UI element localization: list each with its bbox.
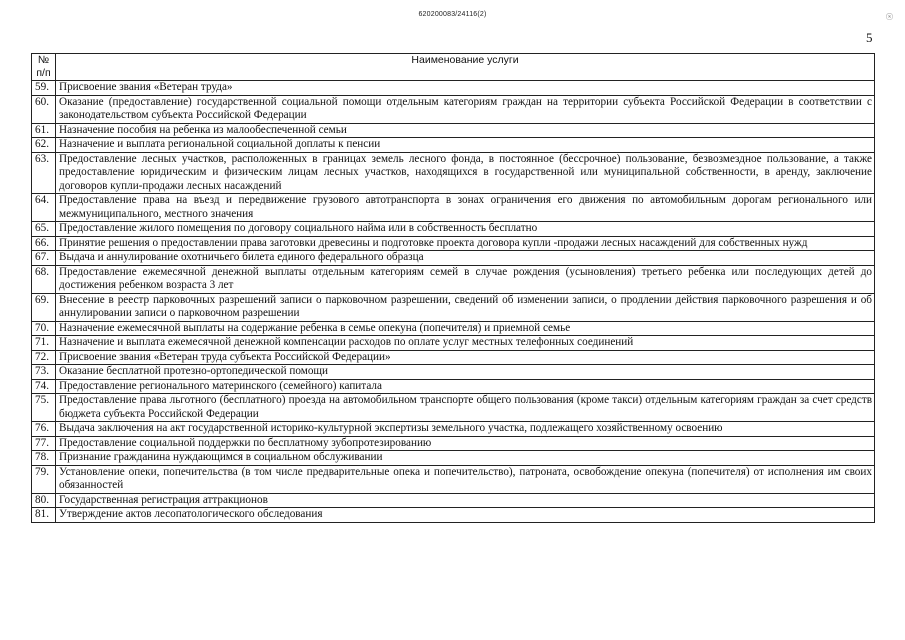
row-number: 81. — [32, 508, 56, 523]
table-row — [32, 365, 875, 380]
service-name: Оказание (предоставление) государственной социальной помощи отдельным категориям граждан на территории субъекта Российской Федерации в соответствии с законодательством субъекта Российской Федерации — [56, 95, 875, 123]
service-name: Назначение и выплата ежемесячной денежной компенсации расходов по оплате услуг местных телефонных соединений — [56, 336, 875, 351]
number-header-line2: п/п — [36, 67, 51, 79]
service-name: Предоставление социальной поддержки по бесплатному зубопротезированию — [56, 436, 875, 451]
table-row — [32, 293, 875, 321]
row-number: 76. — [32, 422, 56, 437]
table-row — [32, 236, 875, 251]
scan-mark-icon: ⓢ — [886, 14, 893, 21]
service-name: Признание гражданина нуждающимся в социальном обслуживании — [56, 451, 875, 466]
row-number: 74. — [32, 379, 56, 394]
row-number: 65. — [32, 222, 56, 237]
table-row — [32, 465, 875, 493]
service-name: Предоставление регионального материнского (семейного) капитала — [56, 379, 875, 394]
table-row — [32, 394, 875, 422]
row-number: 71. — [32, 336, 56, 351]
service-name: Предоставление жилого помещения по договору социального найма или в собственность бесплатно — [56, 222, 875, 237]
service-name: Принятие решения о предоставлении права заготовки древесины и подготовке проекта договора купли -продажи лесных насаждений для собственных нужд — [56, 236, 875, 251]
row-number: 59. — [32, 81, 56, 96]
service-name: Выдача заключения на акт государственной историко-культурной экспертизы земельного участка, подлежащего хозяйственному освоению — [56, 422, 875, 437]
table-row — [32, 493, 875, 508]
service-name: Выдача и аннулирование охотничьего билета единого федерального образца — [56, 251, 875, 266]
row-number: 67. — [32, 251, 56, 266]
table-row — [32, 251, 875, 266]
service-name: Назначение пособия на ребенка из малообеспеченной семьи — [56, 123, 875, 138]
table-row — [32, 95, 875, 123]
service-name: Утверждение актов лесопатологического обследования — [56, 508, 875, 523]
table-row — [32, 138, 875, 153]
service-name: Государственная регистрация аттракционов — [56, 493, 875, 508]
row-number: 70. — [32, 321, 56, 336]
table-row — [32, 422, 875, 437]
row-number: 66. — [32, 236, 56, 251]
services-table — [31, 53, 875, 523]
service-column-header: Наименование услуги — [56, 54, 875, 81]
table-row — [32, 336, 875, 351]
table-row — [32, 222, 875, 237]
service-name: Установление опеки, попечительства (в том числе предварительные опека и попечительство), патроната, освобождение опекуна (попечителя) от исполнения им своих обязанностей — [56, 465, 875, 493]
service-name: Предоставление ежемесячной денежной выплаты отдельным категориям семей в случае рождения (усыновления) третьего ребенка или последующих детей до достижения ребенком возраста 3 лет — [56, 265, 875, 293]
table-row — [32, 451, 875, 466]
header-row — [32, 54, 875, 81]
row-number: 62. — [32, 138, 56, 153]
number-column-header — [32, 54, 56, 81]
row-number: 75. — [32, 394, 56, 422]
row-number: 60. — [32, 95, 56, 123]
service-name: Предоставление лесных участков, расположенных в границах земель лесного фонда, в постоянное (бессрочное) пользование, безвозмездное пользование, а также предоставление юридическим и физическим лицам лесных участков, находящихся в государственной или муниципальной собственности, в аренду, заключение договоров купли-продажи лесных насаждений — [56, 152, 875, 194]
table-header — [32, 54, 875, 81]
table-row — [32, 194, 875, 222]
table-row — [32, 350, 875, 365]
row-number: 69. — [32, 293, 56, 321]
table-row — [32, 265, 875, 293]
row-number: 61. — [32, 123, 56, 138]
row-number: 79. — [32, 465, 56, 493]
service-name: Присвоение звания «Ветеран труда субъекта Российской Федерации» — [56, 350, 875, 365]
service-name: Предоставление права на въезд и передвижение грузового автотранспорта в зонах ограничения его движения по автомобильным дорогам регионального или межмуниципального, местного значения — [56, 194, 875, 222]
row-number: 77. — [32, 436, 56, 451]
row-number: 72. — [32, 350, 56, 365]
table-row — [32, 321, 875, 336]
number-header-line1: № — [37, 54, 50, 66]
row-number: 73. — [32, 365, 56, 380]
table-row — [32, 379, 875, 394]
table-row — [32, 508, 875, 523]
row-number: 80. — [32, 493, 56, 508]
table-row — [32, 436, 875, 451]
service-name: Предоставление права льготного (бесплатного) проезда на автомобильном транспорте общего пользования (кроме такси) отдельным категориям граждан за счет средств бюджета субъекта Российской Федерации — [56, 394, 875, 422]
page-number: 5 — [866, 30, 873, 45]
document-id: 620200083/24116(2) — [418, 11, 487, 18]
table-row — [32, 81, 875, 96]
service-name: Назначение ежемесячной выплаты на содержание ребенка в семье опекуна (попечителя) и приемной семье — [56, 321, 875, 336]
row-number: 64. — [32, 194, 56, 222]
table-row — [32, 123, 875, 138]
table-row — [32, 152, 875, 194]
table-body — [32, 81, 875, 523]
row-number: 63. — [32, 152, 56, 194]
service-name: Оказание бесплатной протезно-ортопедической помощи — [56, 365, 875, 380]
row-number: 68. — [32, 265, 56, 293]
service-name: Назначение и выплата региональной социальной доплаты к пенсии — [56, 138, 875, 153]
row-number: 78. — [32, 451, 56, 466]
service-name: Внесение в реестр парковочных разрешений записи о парковочном разрешении, сведений об изменении записи, о продлении действия парковочного разрешения и об аннулировании записи о парковочном разрешении — [56, 293, 875, 321]
service-name: Присвоение звания «Ветеран труда» — [56, 81, 875, 96]
